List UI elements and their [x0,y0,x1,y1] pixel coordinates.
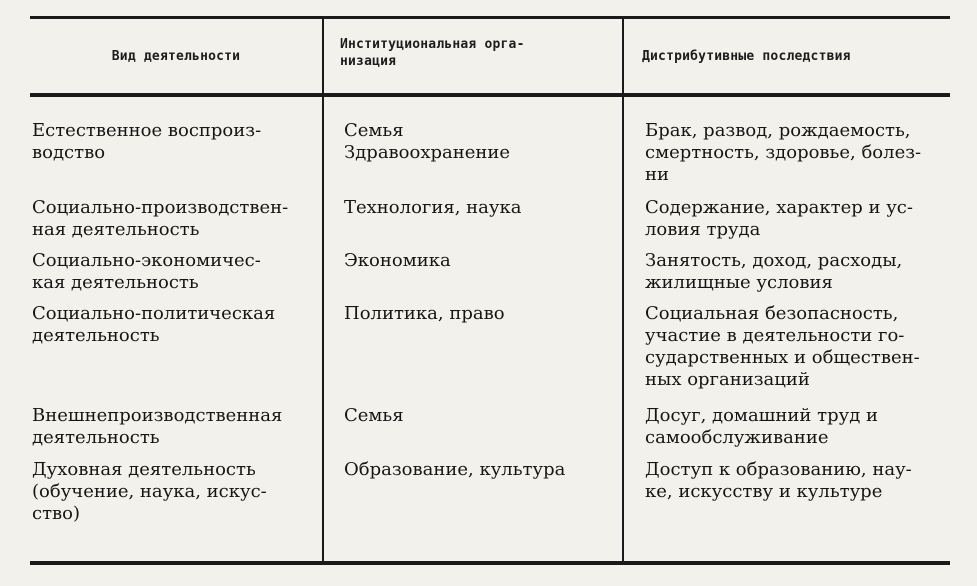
column-divider-1 [322,19,324,561]
row-3-consequences: Занятость, доход, расходы, жилищные условия [645,250,903,293]
row-5-consequences: Досуг, домашний труд и самообслуживание [645,405,878,448]
row-1-activity: Естественное воспроиз- водство [32,120,262,163]
row-1-consequences: Брак, развод, рождаемость, смертность, здоровье, болез- ни [645,120,922,185]
row-1-institution: Семья Здравоохранение [344,120,511,163]
row-5-activity: Внешнепроизводственная деятельность [32,405,283,448]
table-bottom-rule [30,561,950,565]
row-6-institution: Образование, культура [344,459,566,480]
row-2-institution: Технология, наука [344,197,522,218]
row-3-activity: Социально-экономичес- кая деятельность [32,250,261,293]
row-3-institution: Экономика [344,250,451,271]
table-top-rule [30,16,950,19]
header-activity-type: Вид деятельности [111,49,241,64]
header-distributive-consequences: Дистрибутивные последствия [642,49,851,64]
row-6-consequences: Доступ к образованию, нау- ке, искусству и культуре [645,459,912,502]
row-4-activity: Социально-политическая деятельность [32,303,276,346]
row-4-consequences: Социальная безопасность, участие в деятельности го- сударственных и обществен- ных организаций [645,303,920,390]
row-2-activity: Социально-производствен- ная деятельность [32,197,289,240]
row-4-institution: Политика, право [344,303,505,324]
header-institutional-organization: Институциональная орга- низация [340,37,525,69]
row-2-consequences: Содержание, характер и ус- ловия труда [645,197,913,240]
row-6-activity: Духовная деятельность (обучение, наука, искус- ство) [32,459,267,524]
column-divider-2 [622,19,624,561]
table-header-rule [30,93,950,97]
row-5-institution: Семья [344,405,404,426]
